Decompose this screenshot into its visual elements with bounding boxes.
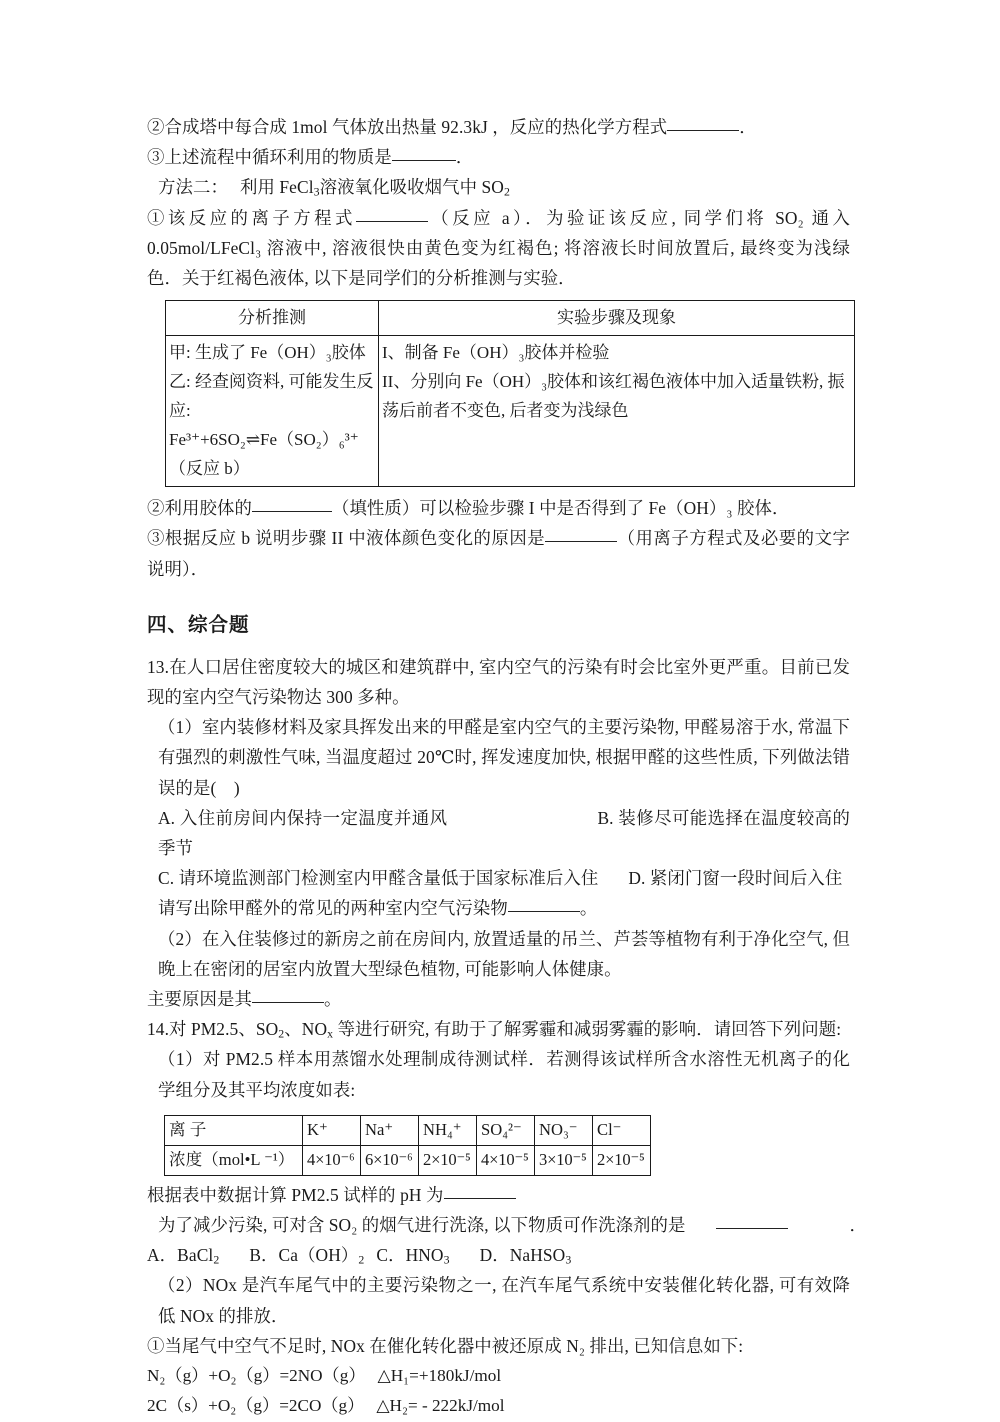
question-ion-equation bbox=[147, 203, 850, 294]
question-13-write-request-text: 请写出除甲醛外的常见的两种室内空气污染物 bbox=[158, 898, 508, 919]
question-13-part2: （2）在入住装修过的新房之前在房间内, 放置适量的吊兰、芦荟等植物有利于净化空气, 但晚上在密闭的居室内放置大型绿色植物, 可能影响人体健康。 bbox=[158, 928, 850, 979]
nox-subscript: x bbox=[327, 1026, 334, 1041]
option-subscript: 3 bbox=[565, 1252, 572, 1267]
question-14-wash-text: 为了减少污染, 可对含 SO₂ 的烟气进行洗涤, 以下物质可作洗涤剂的是 bbox=[158, 1215, 686, 1236]
method-two-text-b: 溶液氧化吸收烟气中 SO bbox=[319, 177, 504, 198]
question-13-main-reason bbox=[147, 984, 850, 1014]
ion-row-label: 离 子 bbox=[165, 1115, 303, 1145]
question-14-part2: （2）NOx 是汽车尾气中的主要污染物之一, 在汽车尾气系统中安装催化转化器, 可有效降低 NOx 的排放． bbox=[158, 1275, 850, 1326]
option-subscript: 2 bbox=[213, 1252, 220, 1267]
option-formula: Ca（OH） bbox=[278, 1245, 359, 1266]
question-14-stem-a: 14.对 PM2.5、SO bbox=[147, 1019, 279, 1040]
option-separator: ． bbox=[159, 1245, 178, 1266]
concentration-cell: 2×10⁻⁵ bbox=[593, 1145, 651, 1175]
question-12-part3-text: ③上述流程中循环利用的物质是 bbox=[147, 147, 392, 168]
ion-cell: K⁺ bbox=[303, 1115, 361, 1145]
question-13-main-reason-text: 主要原因是其 bbox=[147, 989, 252, 1010]
question-color-change-prefix: ③根据反应 b 说明步骤 II 中液体颜色变化的原因是 bbox=[147, 528, 546, 549]
method-two-line bbox=[147, 172, 850, 202]
answer-blank[interactable] bbox=[392, 160, 456, 161]
question-13-write-request bbox=[147, 893, 850, 923]
question-13-write-request-tail: 。 bbox=[579, 898, 598, 919]
table-header-experiment: 实验步骤及现象 bbox=[379, 301, 855, 336]
question-13-part1: （1）室内装修材料及家具挥发出来的甲醛是室内空气的主要污染物, 甲醛易溶于水, 常温下有强烈的刺激性气味, 当温度超过 20℃时, 挥发速度加快, 根据甲醛的这些性质, 下列做法错误的是( ) bbox=[158, 717, 850, 798]
question-13-options-cd bbox=[147, 863, 850, 893]
option-letter: B bbox=[249, 1245, 262, 1266]
question-14-stem-c: 等进行研究, 有助于了解雾霾和减弱雾霾的影响．请回答下列问题: bbox=[333, 1019, 842, 1040]
table-row bbox=[166, 336, 855, 487]
question-14-ph bbox=[147, 1180, 850, 1210]
analysis-line-jia: 甲: 生成了 Fe（OH）₃胶体 bbox=[169, 343, 366, 363]
analysis-experiment-table bbox=[165, 300, 855, 487]
option-subscript: 2 bbox=[358, 1252, 365, 1267]
so2-subscript: 2 bbox=[278, 1026, 285, 1041]
method-two-label: 方法二： bbox=[158, 177, 228, 198]
equation-1-enthalpy: △H₁=+180kJ/mol bbox=[377, 1366, 502, 1386]
concentration-cell: 3×10⁻⁵ bbox=[535, 1145, 593, 1175]
ion-cell: NH₄⁺ bbox=[419, 1115, 477, 1145]
question-13-option-c[interactable]: C. 请环境监测部门检测室内甲醛含量低于国家标准后入住 bbox=[158, 868, 599, 889]
thermochemical-equation-1 bbox=[147, 1361, 850, 1391]
ion-cell: Na⁺ bbox=[361, 1115, 419, 1145]
option-separator: ． bbox=[492, 1245, 510, 1266]
question-14-wash-options bbox=[147, 1240, 850, 1270]
question-14-stem bbox=[147, 1014, 850, 1044]
table-header-analysis: 分析推测 bbox=[166, 301, 379, 336]
concentration-cell: 6×10⁻⁶ bbox=[361, 1145, 419, 1175]
question-13-option-d[interactable]: D. 紧闭门窗一段时间后入住 bbox=[628, 868, 843, 889]
question-13-option-a[interactable]: A. 入住前房间内保持一定温度并通风 bbox=[158, 807, 448, 828]
option-letter: A bbox=[147, 1245, 160, 1266]
question-13-option-b[interactable]: B. 装修尽可能选择在温度较高的季节 bbox=[158, 807, 850, 859]
equation-1-reactants: N₂（g）+O₂（g）=2NO（g） bbox=[147, 1366, 366, 1386]
answer-blank[interactable] bbox=[667, 130, 739, 131]
answer-blank[interactable] bbox=[716, 1228, 788, 1229]
question-14-wash bbox=[147, 1210, 868, 1240]
experiment-step-1: I、制备 Fe（OH）₃胶体并检验 bbox=[382, 343, 610, 363]
question-13-main-reason-tail: 。 bbox=[323, 989, 342, 1010]
table-cell-experiment bbox=[379, 336, 855, 487]
question-colloid-prefix: ②利用胶体的 bbox=[147, 498, 252, 519]
question-12-part2-tail: ． bbox=[739, 117, 757, 137]
wash-option-c[interactable] bbox=[376, 1245, 449, 1265]
question-14-ph-text: 根据表中数据计算 PM2.5 试样的 pH 为 bbox=[147, 1184, 444, 1205]
ion-cell: SO₄²⁻ bbox=[477, 1115, 535, 1145]
equation-2-enthalpy: △H₂= - 222kJ/mol bbox=[376, 1396, 505, 1416]
wash-option-d[interactable] bbox=[480, 1245, 572, 1265]
question-14-part1: （1）对 PM2.5 样本用蒸馏水处理制成待测试样．若测得该试样所含水溶性无机离子的化学组分及其平均浓度如表: bbox=[158, 1049, 850, 1100]
option-separator: ． bbox=[261, 1245, 279, 1266]
analysis-line-yi: 乙: 经查阅资料, 可能发生反应: bbox=[169, 372, 374, 421]
option-subscript: 3 bbox=[443, 1252, 450, 1267]
question-13-stem: 13.在人口居住密度较大的城区和建筑群中, 室内空气的污染有时会比室外更严重。目前已发现的室内空气污染物达 300 多种。 bbox=[147, 656, 850, 708]
ion-concentration-table bbox=[164, 1115, 651, 1176]
option-formula: NaHSO bbox=[509, 1245, 566, 1266]
ion-cell: NO₃⁻ bbox=[535, 1115, 593, 1145]
answer-blank[interactable] bbox=[444, 1198, 516, 1199]
question-colloid-property bbox=[147, 493, 850, 523]
answer-blank[interactable] bbox=[508, 911, 580, 912]
wash-option-a[interactable] bbox=[147, 1245, 219, 1265]
so2-subscript: 2 bbox=[503, 185, 510, 199]
concentration-cell: 4×10⁻⁵ bbox=[477, 1145, 535, 1175]
section-heading: 四、综合题 bbox=[147, 612, 250, 636]
equation-2-reactants: 2C（s）+O₂（g）=2CO（g） bbox=[147, 1396, 365, 1416]
option-letter: C bbox=[376, 1245, 389, 1266]
answer-blank[interactable] bbox=[356, 221, 428, 222]
answer-blank[interactable] bbox=[252, 1002, 324, 1003]
question-14-stem-b: 、NO bbox=[284, 1019, 328, 1040]
table-header-row bbox=[166, 301, 855, 336]
wash-option-b[interactable] bbox=[249, 1245, 364, 1265]
question-color-change-body: （用离子方程式及必要的文字说明）． bbox=[147, 528, 850, 579]
table-cell-analysis bbox=[166, 336, 379, 487]
analysis-line-reaction: Fe³⁺+6SO₂⇌Fe（SO₂）₆³⁺（反应 b） bbox=[169, 430, 359, 479]
fecl3-subscript: 3 bbox=[313, 185, 320, 199]
method-two-text-a: 利用 FeCl bbox=[239, 177, 314, 198]
answer-blank[interactable] bbox=[545, 541, 617, 542]
answer-blank[interactable] bbox=[252, 511, 332, 512]
thermochemical-equation-2 bbox=[147, 1391, 850, 1421]
table-row-ions bbox=[165, 1115, 651, 1145]
question-12-part2-text: ②合成塔中每合成 1mol 气体放出热量 92.3kJ ，反应的热化学方程式 bbox=[147, 117, 668, 137]
ion-cell: Cl⁻ bbox=[593, 1115, 651, 1145]
experiment-step-2: II、分别向 Fe（OH）₃胶体和该红褐色液体中加入适量铁粉, 振荡后前者不变色, 后者变为浅绿色 bbox=[382, 372, 845, 421]
question-12-part2 bbox=[147, 112, 850, 142]
table-row-concentrations bbox=[165, 1145, 651, 1175]
question-12-part3 bbox=[147, 142, 850, 172]
option-formula: HNO bbox=[405, 1245, 444, 1266]
question-14-wash-tail: ． bbox=[849, 1215, 868, 1236]
option-separator: ． bbox=[388, 1245, 406, 1266]
question-ion-equation-body: （反应 a）．为验证该反应, 同学们将 SO₂ 通入 0.05mol/LFeCl₃ 溶液中, 溶液很快由黄色变为红褐色; 将溶液长时间放置后, 最终变为浅绿色．关于红褐色液体, 以下是同学们的分析推测与实验． bbox=[147, 207, 850, 289]
question-12-part3-tail: ． bbox=[455, 147, 474, 168]
option-formula: BaCl bbox=[177, 1245, 214, 1266]
question-14-part2-sub1: ①当尾气中空气不足时, NOx 在催化转化器中被还原成 N₂ 排出, 已知信息如下: bbox=[147, 1335, 744, 1356]
question-13-options-ab bbox=[147, 803, 850, 863]
concentration-cell: 4×10⁻⁶ bbox=[303, 1145, 361, 1175]
concentration-cell: 2×10⁻⁵ bbox=[419, 1145, 477, 1175]
option-letter: D bbox=[479, 1245, 493, 1266]
concentration-row-label: 浓度（mol•L ⁻¹） bbox=[165, 1145, 303, 1175]
question-ion-equation-prefix: ①该反应的离子方程式 bbox=[147, 207, 356, 228]
question-colloid-body: （填性质）可以检验步骤 I 中是否得到了 Fe（OH）₃ 胶体． bbox=[331, 498, 790, 519]
question-color-change-reason bbox=[147, 523, 850, 583]
